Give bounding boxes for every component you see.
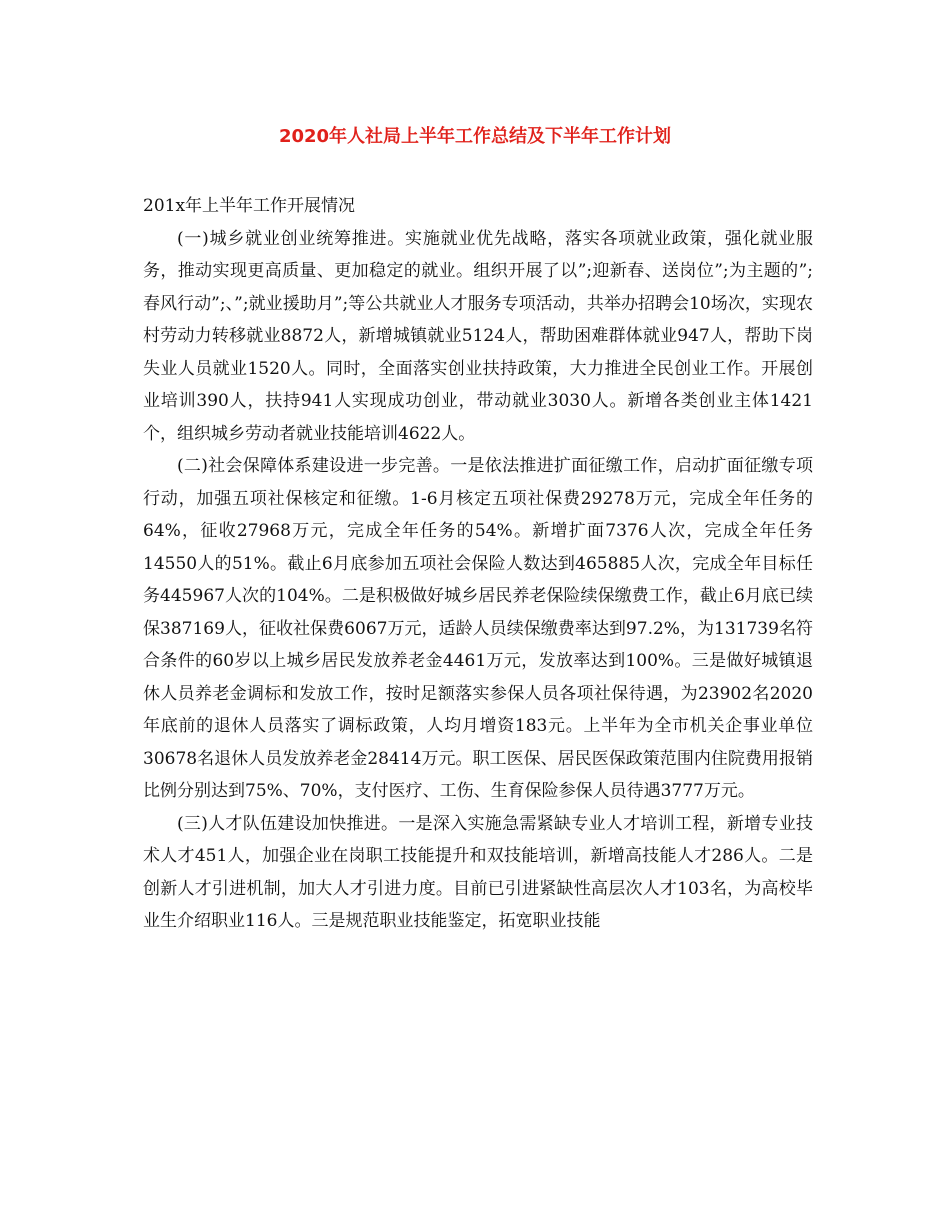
document-body bbox=[143, 190, 813, 938]
paragraph-employment: (一)城乡就业创业统筹推进。实施就业优先战略，落实各项就业政策，强化就业服务，推动实现更高质量、更加稳定的就业。组织开展了以”;迎新春、送岗位”;为主题的”;春风行动”;、”;就业援助月”;等公共就业人才服务专项活动，共举办招聘会10场次，实现农村劳动力转移就业8872人，新增城镇就业5124人，帮助困难群体就业947人，帮助下岗失业人员就业1520人。同时，全面落实创业扶持政策，大力推进全民创业工作。开展创业培训390人，扶持941人实现成功创业，带动就业3030人。新增各类创业主体1421个，组织城乡劳动者就业技能培训4622人。 bbox=[143, 228, 813, 444]
paragraph-social-security: (二)社会保障体系建设进一步完善。一是依法推进扩面征缴工作，启动扩面征缴专项行动，加强五项社保核定和征缴。1-6月核定五项社保费29278万元，完成全年任务的64%，征收27968万元，完成全年任务的54%。新增扩面7376人次，完成全年任务14550人的51%。截止6月底参加五项社会保险人数达到465885人次，完成全年目标任务445967人次的104%。二是积极做好城乡居民养老保险续保缴费工作，截止6月底已续保387169人，征收社保费6067万元，适龄人员续保缴费率达到97.2%，为131739名符合条件的60岁以上城乡居民发放养老金4461万元，发放率达到100%。三是做好城镇退休人员养老金调标和发放工作，按时足额落实参保人员各项社保待遇，为23902名2020年底前的退休人员落实了调标政策，人均月增资183元。上半年为全市机关企事业单位30678名退休人员发放养老金28414万元。职工医保、居民医保政策范围内住院费用报销比例分别达到75%、70%，支付医疗、工伤、生育保险参保人员待遇3777万元。 bbox=[143, 456, 813, 801]
section-heading: 201x年上半年工作开展情况 bbox=[143, 196, 356, 216]
paragraph-talent: (三)人才队伍建设加快推进。一是深入实施急需紧缺专业人才培训工程，新增专业技术人才451人，加强企业在岗职工技能提升和双技能培训，新增高技能人才286人。二是创新人才引进机制，加大人才引进力度。目前已引进紧缺性高层次人才103名，为高校毕业生介绍职业116人。三是规范职业技能鉴定，拓宽职业技能 bbox=[143, 813, 813, 931]
document-title: 2020年人社局上半年工作总结及下半年工作计划 bbox=[278, 126, 672, 147]
